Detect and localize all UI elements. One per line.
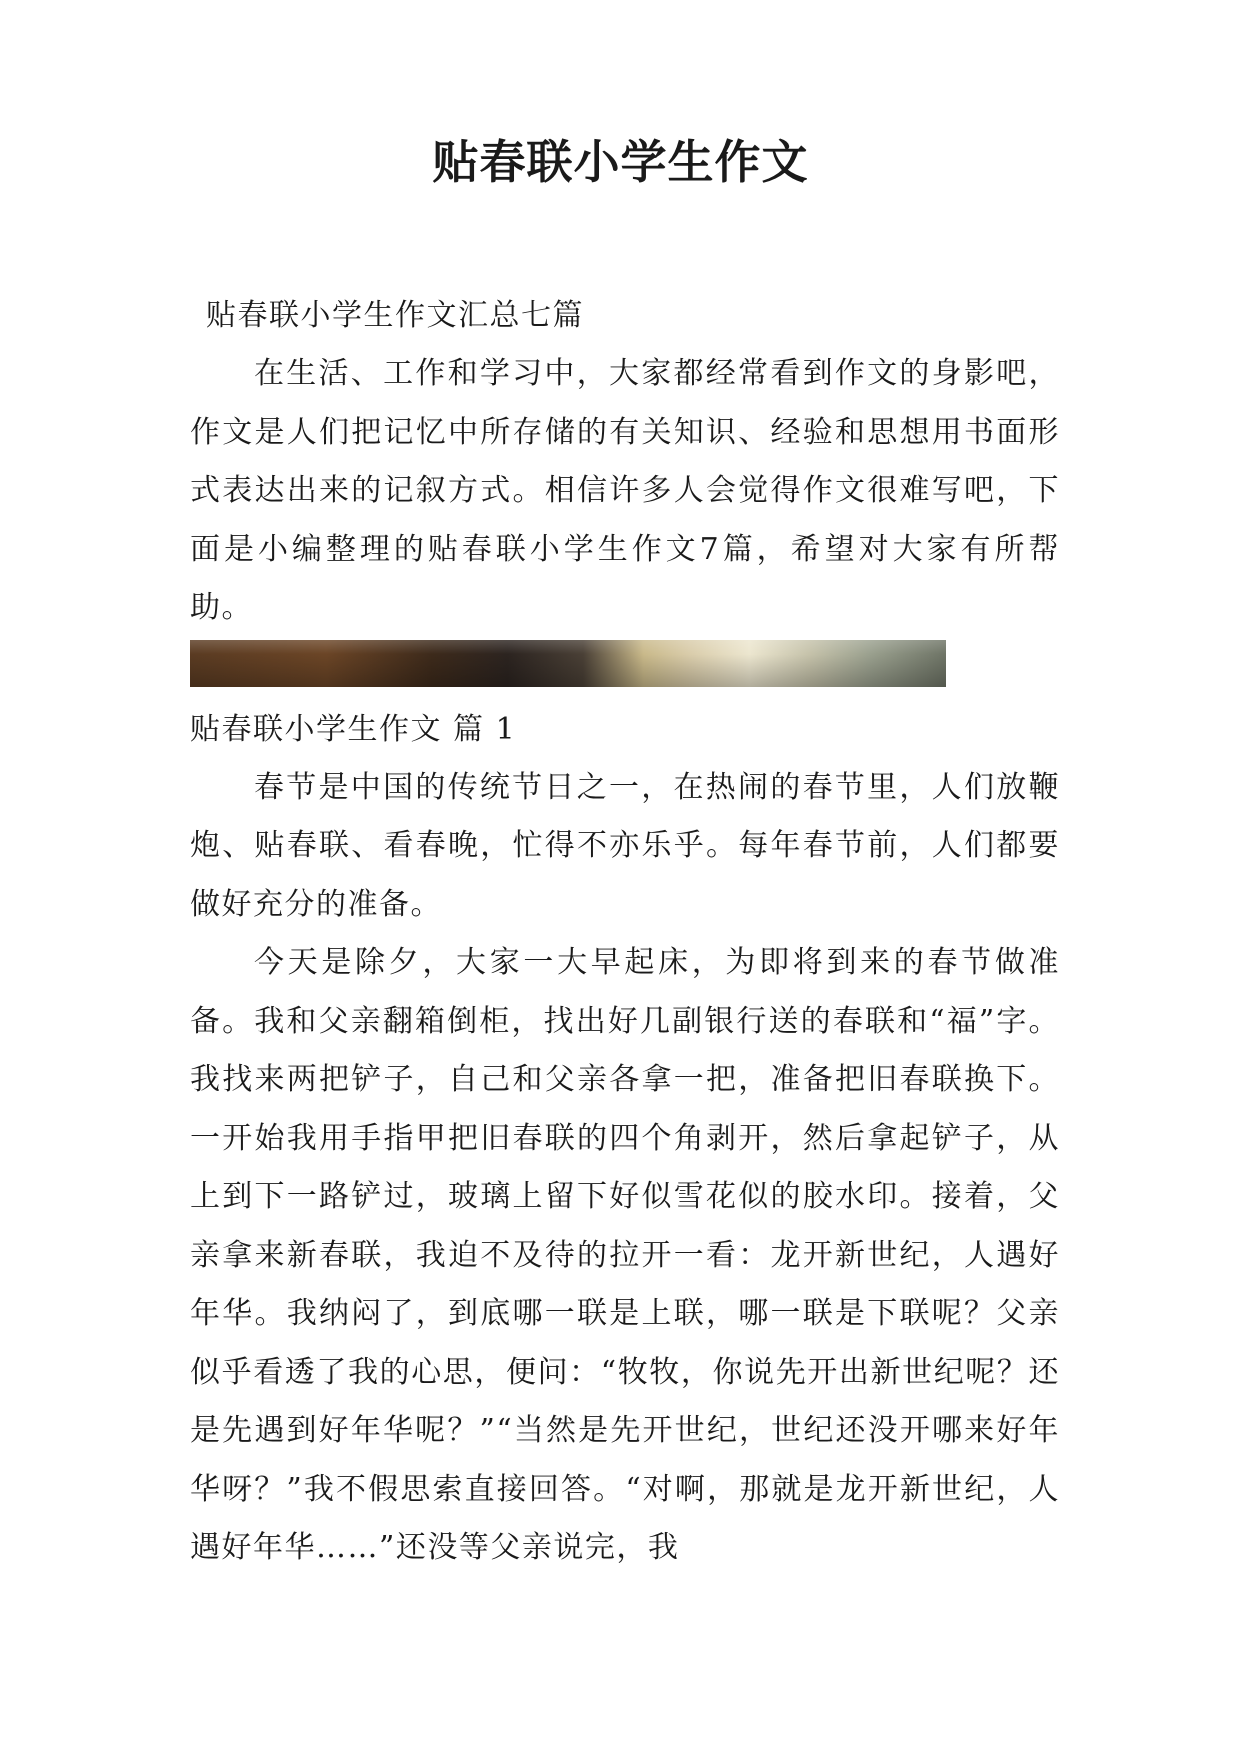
- document-body: [190, 287, 1060, 1578]
- document-subtitle: 贴春联小学生作文汇总七篇: [206, 298, 584, 333]
- section-heading: 贴春联小学生作文 篇 1: [190, 711, 517, 747]
- document-title: 贴春联小学生作文: [432, 135, 809, 189]
- banner-image: [190, 640, 946, 687]
- body-paragraph: 春节是中国的传统节日之一，在热闹的春节里，人们放鞭炮、贴春联、看春晚，忙得不亦乐乎。每年春节前，人们都要做好充分的准备。: [190, 769, 1060, 922]
- body-paragraph: 今天是除夕，大家一大早起床，为即将到来的春节做准备。我和父亲翻箱倒柜，找出好几副银行送的春联和“福”字。我找来两把铲子，自己和父亲各拿一把，准备把旧春联换下。一开始我用手指甲把旧春联的四个角剥开，然后拿起铲子，从上到下一路铲过，玻璃上留下好似雪花似的胶水印。接着，父亲拿来新春联，我迫不及待的拉开一看：龙开新世纪，人遇好年华。我纳闷了，到底哪一联是上联，哪一联是下联呢？父亲似乎看透了我的心思，便问：“牧牧，你说先开出新世纪呢？还是先遇到好年华呢？”“当然是先开世纪，世纪还没开哪来好年华呀？”我不假思索直接回答。“对啊，那就是龙开新世纪，人遇好年华……”还没等父亲说完，我: [190, 945, 1060, 1565]
- intro-paragraph: 在生活、工作和学习中，大家都经常看到作文的身影吧，作文是人们把记忆中所存储的有关知识、经验和思想用书面形式表达出来的记叙方式。相信许多人会觉得作文很难写吧，下面是小编整理的贴春联小学生作文7篇，希望对大家有所帮助。: [190, 356, 1060, 625]
